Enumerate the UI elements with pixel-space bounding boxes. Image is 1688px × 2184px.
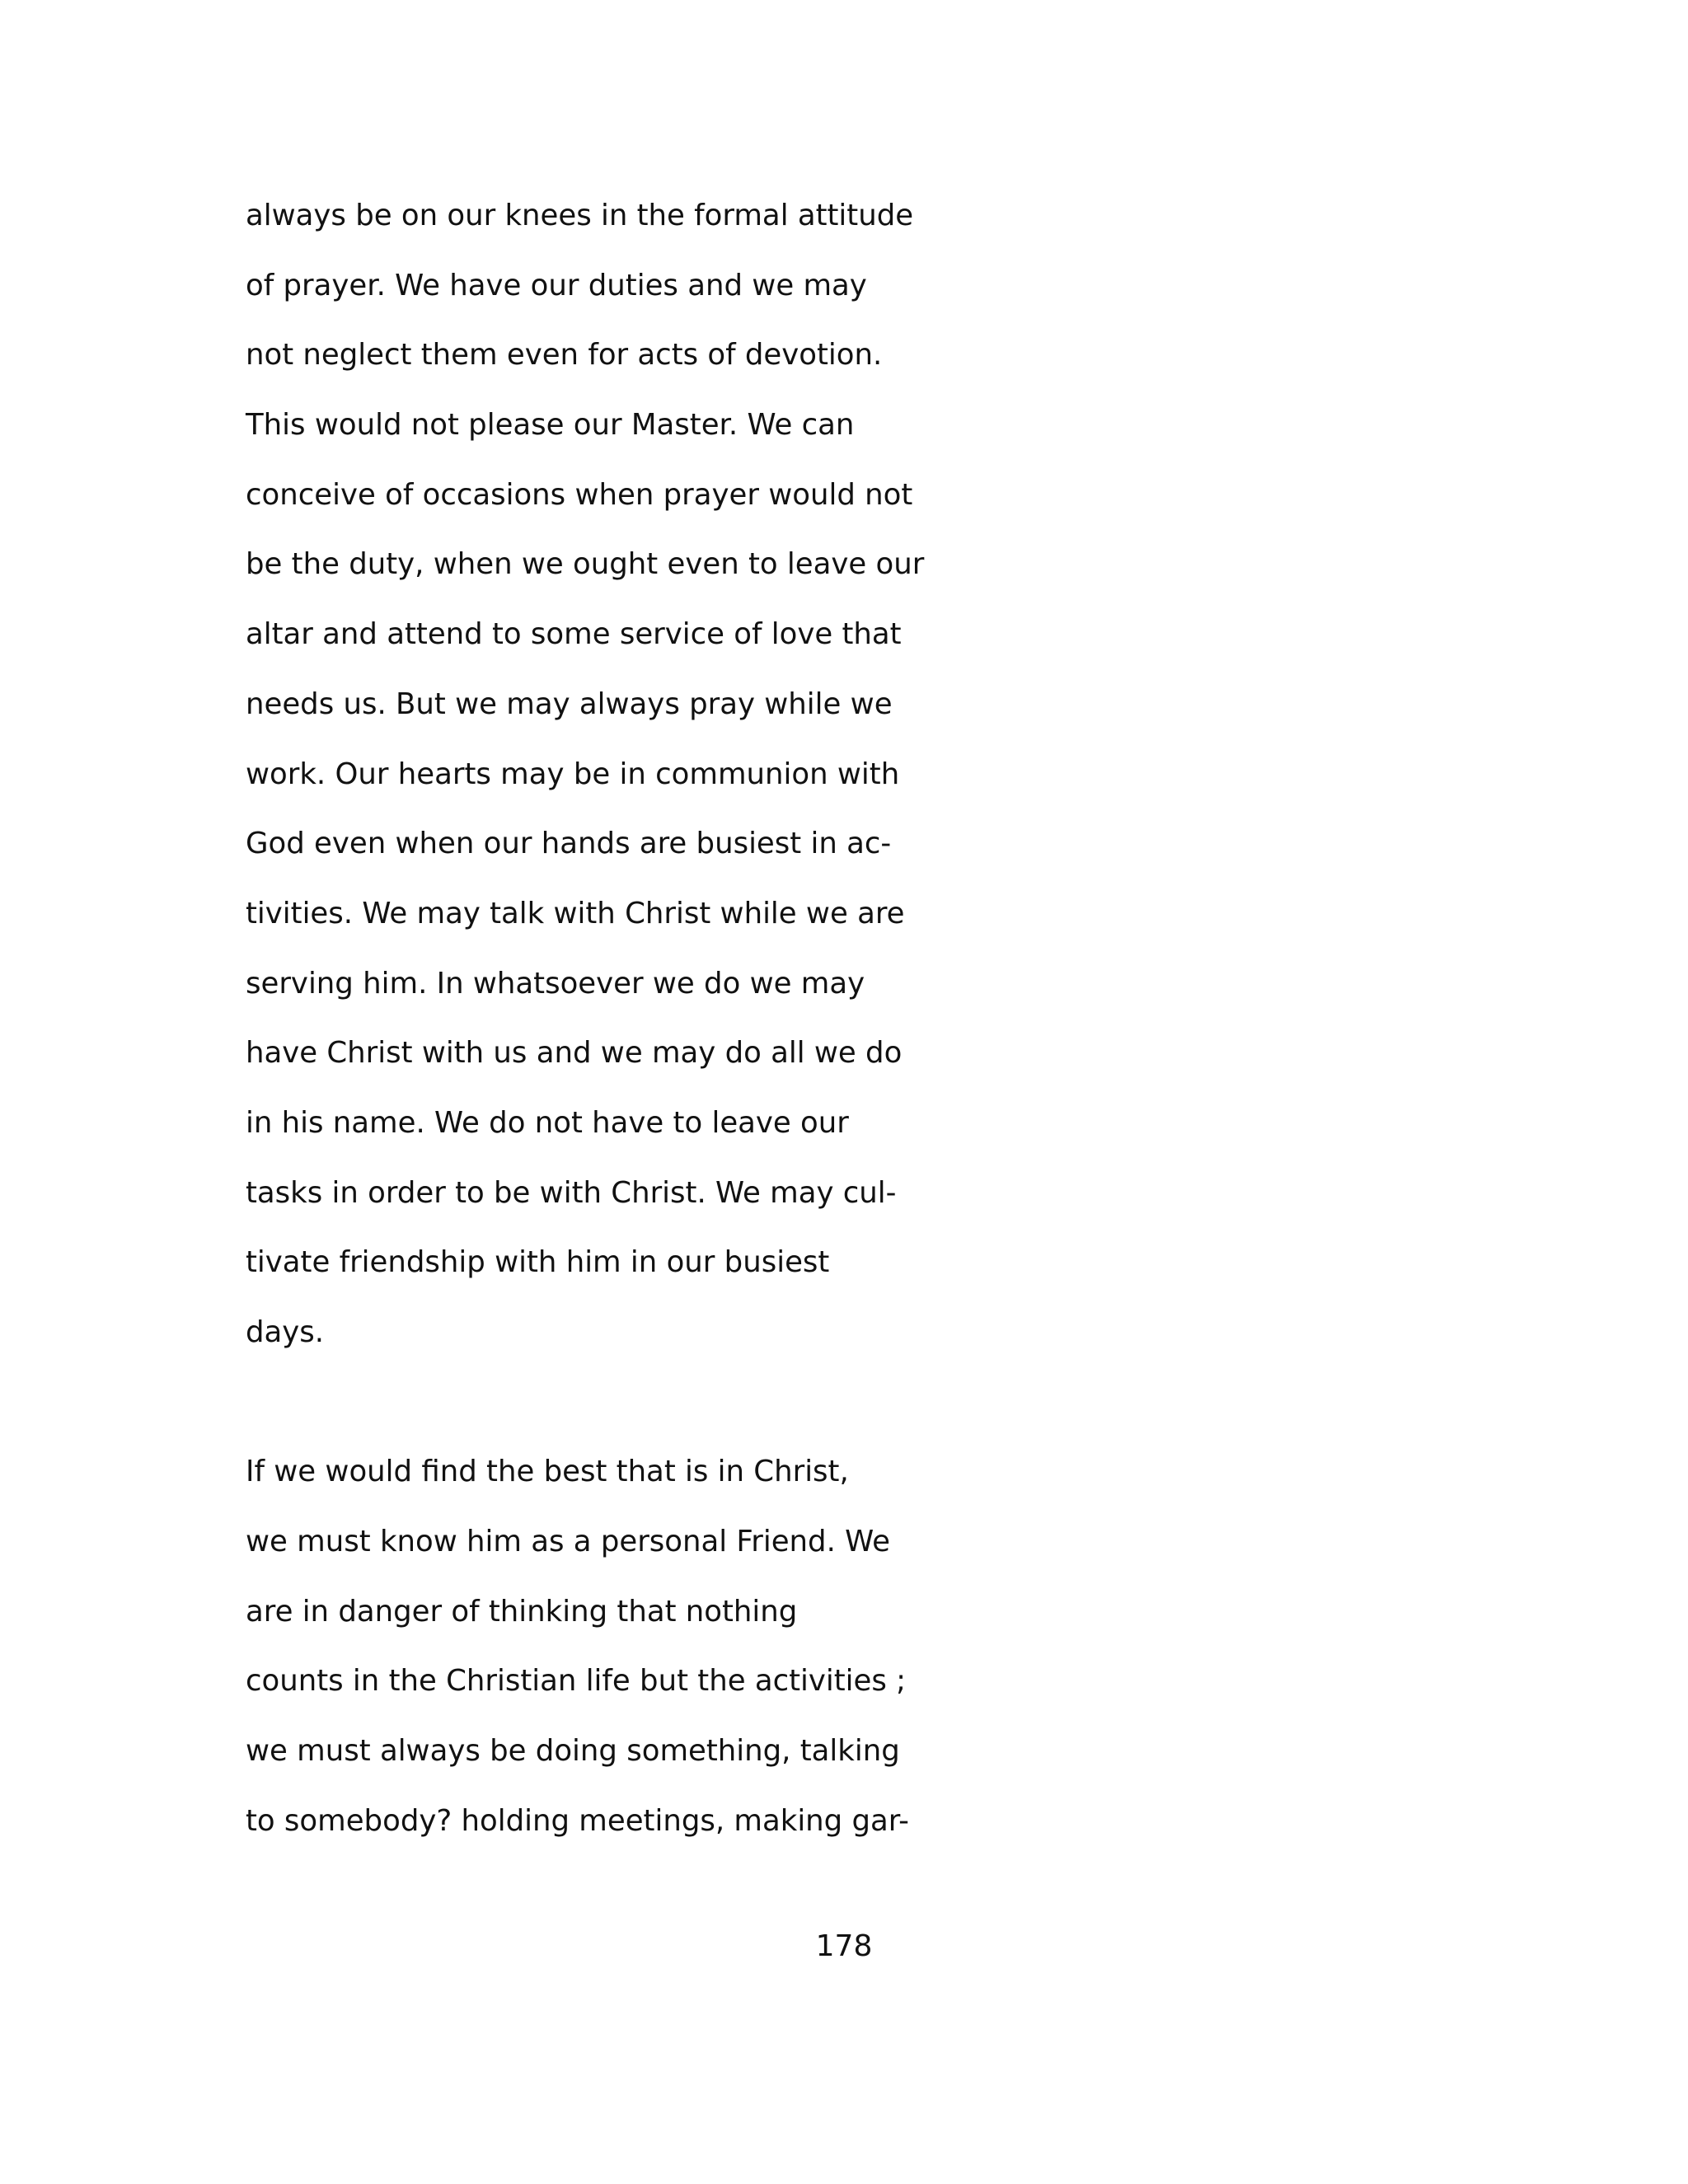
text-line: always be on our knees in the formal attitude: [246, 199, 914, 232]
text-line: we must always be doing something, talking: [246, 1734, 900, 1769]
text-line: tivities. We may talk with Christ while we are: [246, 896, 905, 930]
text-line: be the duty, when we ought even to leave our: [246, 547, 925, 582]
text-line: have Christ with us and we may do all we do: [246, 1036, 903, 1071]
body-text: [246, 196, 1152, 1872]
text-line: in his name. We do not have to leave our: [246, 1105, 849, 1140]
text-line: we must know him as a personal Friend. We: [246, 1525, 891, 1559]
text-line: tivate friendship with him in our busiest: [246, 1245, 830, 1280]
page-number: 178: [815, 1929, 873, 1963]
text-line: altar and attend to some service of love that: [246, 617, 902, 652]
text-line: serving him. In whatsoever we do we may: [246, 966, 865, 1001]
text-line: counts in the Christian life but the activities ;: [246, 1664, 907, 1699]
text-line: days.: [246, 1315, 325, 1349]
text-line: tasks in order to be with Christ. We may cul-: [246, 1175, 897, 1210]
text-line: If we would find the best that is in Christ,: [246, 1455, 849, 1489]
text-line: to somebody? holding meetings, making gar-: [246, 1803, 909, 1838]
text-line: This would not please our Master. We can: [246, 408, 855, 443]
paragraph-spacer: [246, 1383, 1152, 1453]
text-line: work. Our hearts may be in communion with: [246, 757, 900, 791]
text-line: not neglect them even for acts of devotion.: [246, 338, 883, 373]
text-line: are in danger of thinking that nothing: [246, 1594, 798, 1629]
text-line: conceive of occasions when prayer would not: [246, 477, 913, 512]
text-line: of prayer. We have our duties and we may: [246, 268, 867, 302]
text-line: God even when our hands are busiest in ac-: [246, 827, 892, 861]
text-line: needs us. But we may always pray while we: [246, 687, 893, 721]
paragraph-2: [246, 1452, 1152, 1871]
paragraph-1: [246, 196, 1152, 1383]
